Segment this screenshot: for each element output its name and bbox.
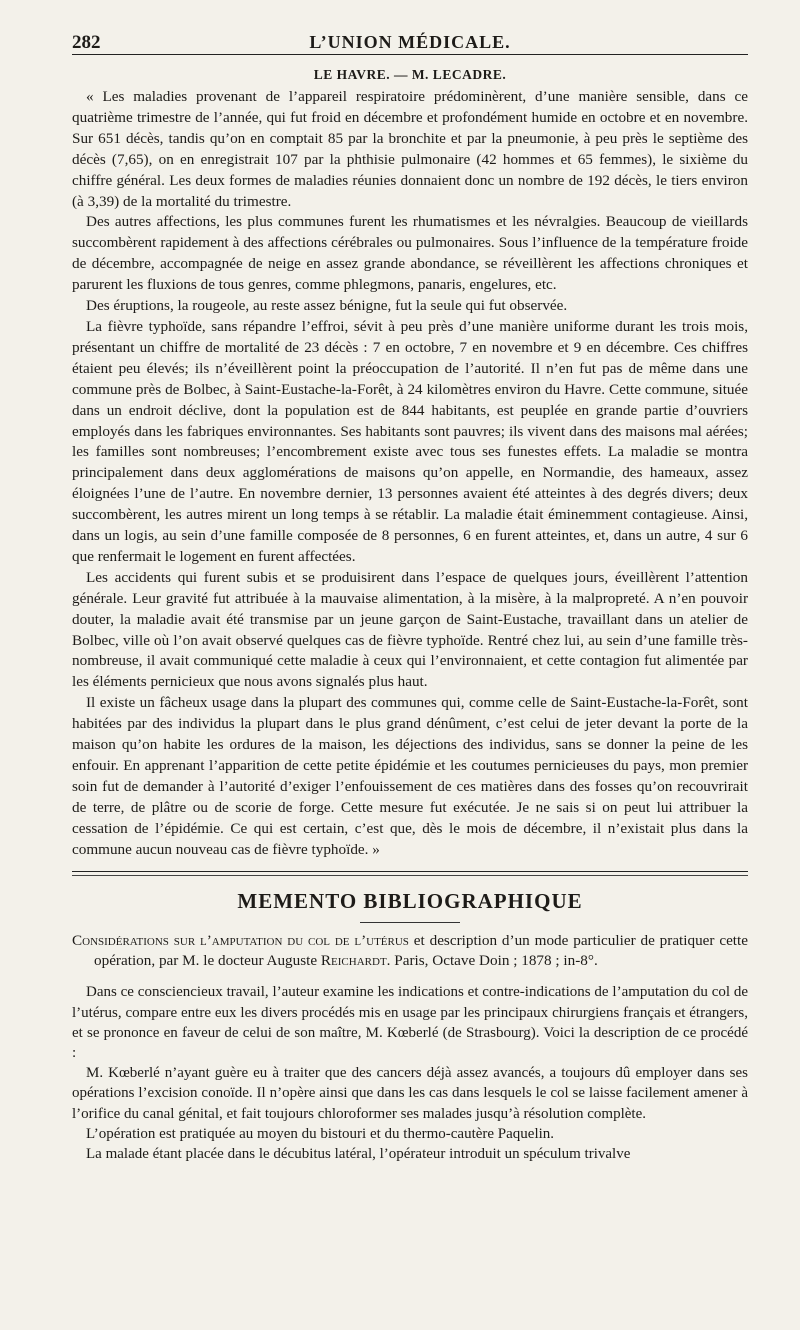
report-paragraph: La fièvre typhoïde, sans répandre l’effroi, sévit à peu près d’une manière uniforme durant les trois mois, présentant un chiffre de mortalité de 23 décès : 7 en octobre, 7 en novembre et 9 en décembre. Ces chiffres étaient peu élevés; ils n’éveillèrent point la préoccupation de l’autorité. Il n’en fut pas de même dans une commune près de Bolbec, à Saint-Eustache-la-Forêt, à 24 kilomètres environ du Havre. Cette commune, située dans un endroit déclive, dont la population est de 844 habitants, est peuplée en grande partie d’ouvriers employés dans les fabriques environnantes. Ses habitants sont pauvres; ils vivent dans des maisons mal aérées; les familles sont nombreuses; l’encombrement existe avec tous ses funestes effets. La maladie se montra principalement dans deux agglomérations de maisons qu’on appelle, en Normandie, des hameaux, assez éloignées l’une de l’autre. En novembre dernier, 13 personnes avaient été atteintes à des degrés divers; deux succombèrent, les autres mirent un long temps à se rétablir. La maladie était éminemment contagieuse. Ainsi, dans un logis, au sein d’une famille composée de 8 personnes, 6 en furent atteintes, et, dans un autre, 4 sur 6 que renfermait le logement en furent affectées. bbox=[72, 317, 748, 565]
bibliography-entry bbox=[72, 931, 748, 973]
journal-title: L’UNION MÉDICALE. bbox=[309, 32, 511, 52]
report-paragraph: Des éruptions, la rougeole, au reste assez bénigne, fut la seule qui fut observée. bbox=[86, 297, 568, 315]
report-paragraph: « Les maladies provenant de l’appareil respiratoire prédominèrent, d’une manière sensible, dans ce quatrième trimestre de l’année, qui fut froid en décembre et profondément humide en octobre et en novembre. Sur 651 décès, tandis qu’on en comptait 85 par la bronchite et par la pneumonie, à peu près le septième des décès (7,65), on en enregistrait 107 par la phthisie pulmonaire (42 hommes et 65 femmes), le sixième du chiffre général. Les deux formes de maladies réunies donnaient donc un nombre de 192 décès, le tiers environ (à 3,39) de la mortalité du trimestre. bbox=[72, 88, 748, 210]
book-description: et description d’un mode particulier de pratiquer cette opération, par M. le docteur Auguste bbox=[94, 931, 748, 970]
book-author: Reichardt bbox=[320, 952, 387, 970]
title-underline bbox=[360, 922, 460, 923]
section-divider bbox=[72, 871, 748, 876]
book-title: Considérations sur l’amputation du col de l’utérus bbox=[72, 931, 409, 949]
review-paragraph: La malade étant placée dans le décubitus latéral, l’opérateur introduit un spéculum trivalve bbox=[86, 1145, 631, 1162]
running-head bbox=[72, 20, 748, 55]
review-paragraph: Dans ce consciencieux travail, l’auteur examine les indications et contre-indications de l’amputation du col de l’utérus, compare entre eux les divers procédés mis en usage par les principaux chirurgiens français et étrangers, et se prononce en faveur de celui de son maître, M. Kœberlé (de Strasbourg). Voici la description de ce procédé : bbox=[72, 984, 748, 1061]
report-heading: LE HAVRE. — M. LECADRE. bbox=[313, 67, 507, 82]
report-paragraph: Les accidents qui furent subis et se produisirent dans l’espace de quelques jours, éveillèrent l’attention générale. Leur gravité fut attribuée à la mauvaise alimentation, à la misère, à la malpropreté. A n’en pouvoir douter, la maladie avait été transmise par un jeune garçon de Saint-Eustache, travaillant dans un atelier de Bolbec, ville où l’on avait observé quelques cas de fièvre typhoïde. Rentré chez lui, au sein d’une famille très-nombreuse, il avait communiqué cette maladie à ceux qui l’environnaient, et cette contagion fut alimentée par les éléments pernicieux que nous avons signalés plus haut. bbox=[72, 568, 748, 691]
report-paragraph: Il existe un fâcheux usage dans la plupart des communes qui, comme celle de Saint-Eustache-la-Forêt, sont habitées par des individus la plupart dans le plus grand dénûment, c’est celui de jeter devant la porte de la maison qu’on habite les ordures de la maison, les déjections des individus, sans se donner la peine de les enfouir. En apprenant l’apparition de cette petite épidémie et les coutumes pernicieuses du pays, mon premier soin fut de demander à l’autorité d’exiger l’enfouissement de ces matières dans des fosses qu’on recouvrirait de terre, de plâtre ou de scorie de forge. Cette mesure fut exécutée. Je ne sais si on peut lui attribuer la cessation de l’épidémie. Ce qui est certain, c’est que, dès le mois de décembre, il n’existait plus dans la commune aucun nouveau cas de fièvre typhoïde. » bbox=[72, 694, 748, 858]
book-publication: . Paris, Octave Doin ; 1878 ; in-8°. bbox=[386, 952, 598, 970]
memento-title: MEMENTO BIBLIOGRAPHIQUE bbox=[237, 888, 583, 913]
report-paragraph: Des autres affections, les plus communes furent les rhumatismes et les névralgies. Beaucoup de vieillards succombèrent rapidement à des affections cérébrales ou pulmonaires. Sous l’influence de la température froide de décembre, accompagnée de neige en assez grande abondance, se réveillèrent les affections chroniques et parurent les fluxions de tous genres, comme phlegmons, panaris, engelures, etc. bbox=[72, 213, 748, 294]
review-paragraph: M. Kœberlé n’ayant guère eu à traiter que des cancers déjà assez avancés, a toujours dû employer dans ses opérations l’excision conoïde. Il n’opère ainsi que dans les cas dans lesquels le col se laisse facilement amener à l’orifice du canal génital, et fait toujours chloroformer ses malades jusqu’à résolution complète. bbox=[72, 1065, 748, 1122]
review-paragraph: L’opération est pratiquée au moyen du bistouri et du thermo-cautère Paquelin. bbox=[86, 1125, 555, 1142]
page-number: 282 bbox=[72, 32, 101, 53]
